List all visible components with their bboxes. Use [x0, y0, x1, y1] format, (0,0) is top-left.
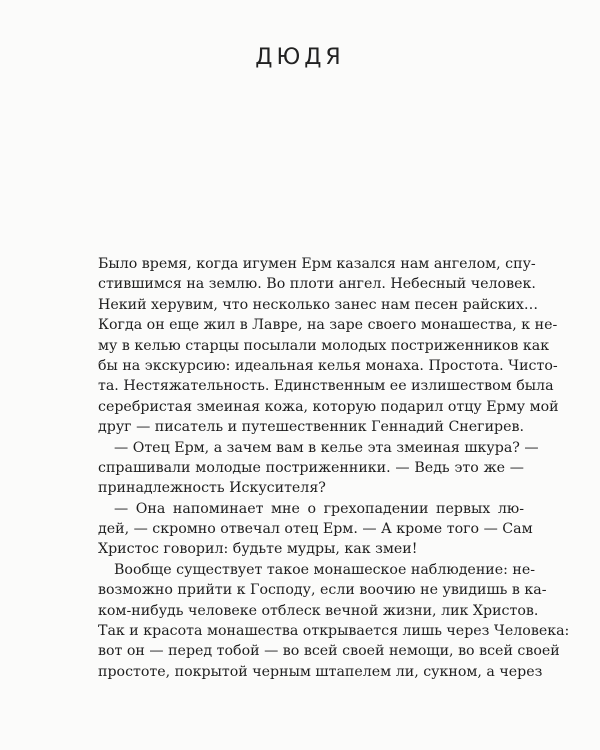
- text-line: Когда он еще жил в Лавре, на заре своего монашества, к не-: [98, 317, 558, 334]
- text-line: простоте, покрытой черным штапелем ли, сукном, а через: [98, 663, 543, 680]
- text-line: Так и красота монашества открывается лишь через Человека:: [98, 623, 570, 640]
- text-line: серебристая змеиная кожа, которую подарил отцу Ерму мой: [98, 398, 559, 415]
- text-line: друг — писатель и путешественник Геннадий Снегирев.: [98, 419, 525, 436]
- text-line: ком-нибудь человеке отблеск вечной жизни, лик Христов.: [98, 602, 539, 619]
- text-line: возможно прийти к Господу, если воочию не увидишь в ка-: [98, 582, 547, 599]
- text-line: та. Нестяжательность. Единственным ее излишеством была: [98, 378, 554, 395]
- text-line: Христос говорил: будьте мудры, как змеи!: [98, 541, 418, 558]
- text-line: спрашивали молодые постриженники. — Ведь это же —: [98, 459, 524, 476]
- text-line: Некий херувим, что несколько занес нам песен райских…: [98, 296, 539, 313]
- text-line: — Она напоминает мне о грехопадении первых лю-: [114, 500, 524, 517]
- text-line: му в келью старцы посылали молодых постриженников как: [98, 337, 550, 354]
- text-line: Вообще существует такое монашеское наблюдение: не-: [114, 561, 536, 578]
- text-line: — Отец Ерм, а зачем вам в келье эта змеиная шкура? —: [114, 439, 539, 456]
- chapter-title: ДЮДЯ: [255, 45, 345, 70]
- text-line: вот он — перед тобой — во всей своей немощи, во всей своей: [98, 643, 560, 660]
- text-line: стившимся на землю. Во плоти ангел. Небесный человек.: [98, 276, 536, 293]
- text-line: принадлежность Искусителя?: [98, 480, 326, 497]
- text-line: дей, — скромно отвечал отец Ерм. — А кроме того — Сам: [98, 521, 533, 538]
- body-text: [98, 254, 570, 682]
- text-line: бы на экскурсию: идеальная келья монаха. Простота. Чисто-: [98, 357, 558, 374]
- text-line: Было время, когда игумен Ерм казался нам ангелом, спу-: [98, 256, 536, 272]
